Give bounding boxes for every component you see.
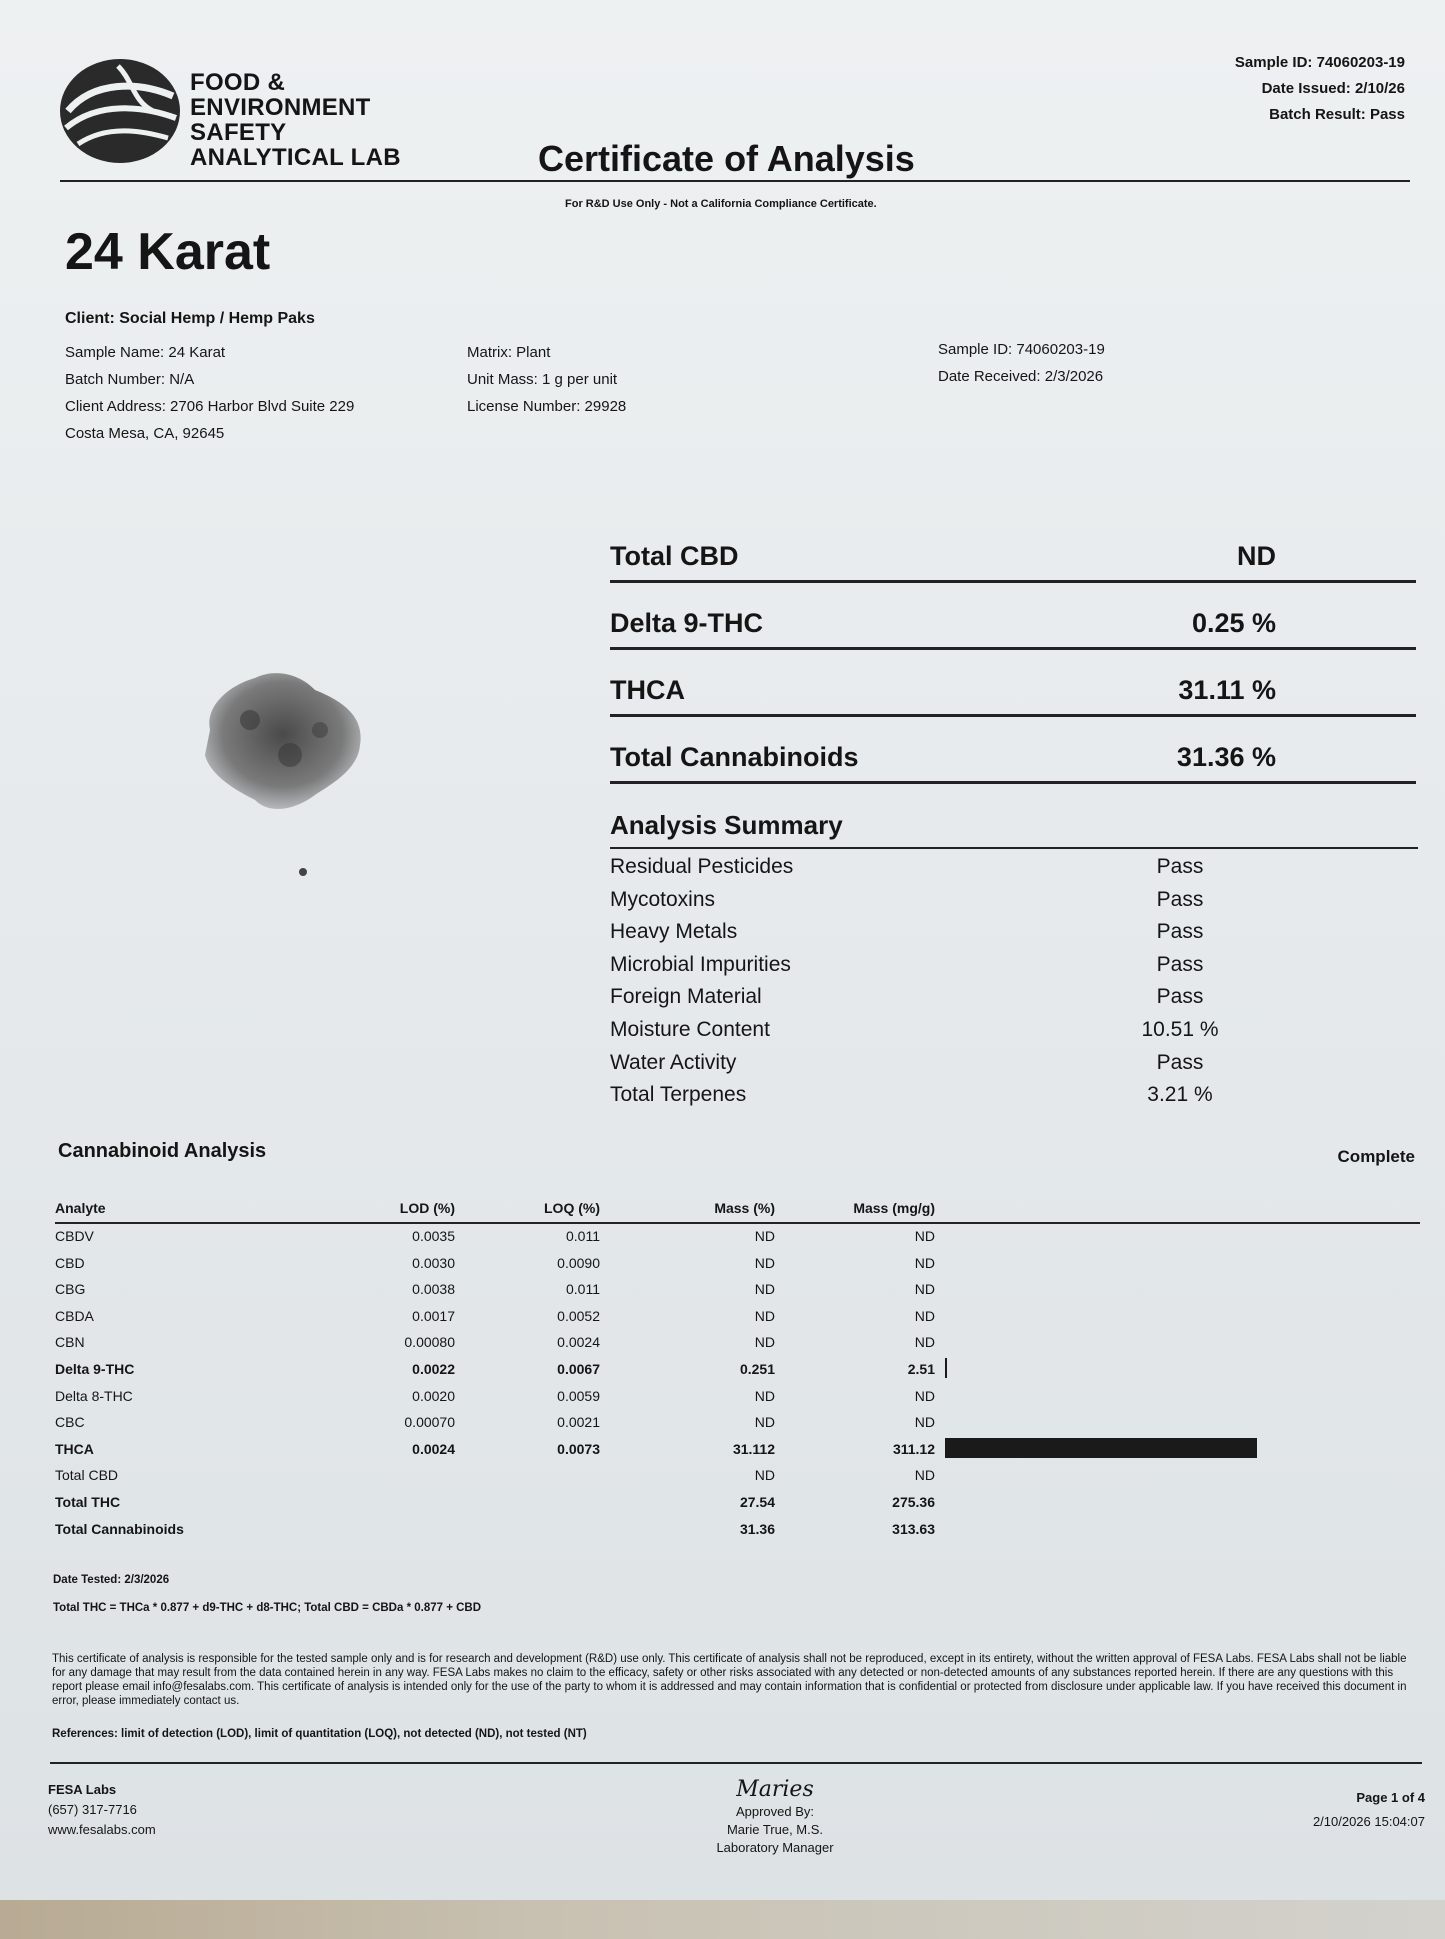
total-formula: Total THC = THCa * 0.877 + d9-THC + d8-THC; Total CBD = CBDa * 0.877 + CBD bbox=[53, 1602, 482, 1614]
summary-value: 10.51 % bbox=[1141, 1018, 1219, 1041]
client-address-city: Costa Mesa, CA, 92645 bbox=[65, 425, 225, 442]
summary-label: Mycotoxins bbox=[610, 887, 716, 911]
mass-pct-value: 31.36 bbox=[739, 1520, 775, 1537]
lod-value: 0.0022 bbox=[412, 1361, 455, 1377]
analyte-name: Delta 9-THC bbox=[55, 1361, 135, 1377]
mass-pct-value: ND bbox=[754, 1228, 775, 1244]
loq-value: 0.011 bbox=[566, 1228, 600, 1244]
mass-mg-value: ND bbox=[914, 1334, 935, 1351]
mass-pct-value: ND bbox=[754, 1387, 775, 1404]
analyte-name: Total CBD bbox=[55, 1467, 119, 1484]
summary-label: Moisture Content bbox=[610, 1018, 770, 1041]
license-number: License Number: 29928 bbox=[467, 398, 627, 415]
analyte-name: CBG bbox=[55, 1281, 86, 1298]
column-header: Analyte bbox=[55, 1200, 106, 1216]
mass-mg-value: ND bbox=[914, 1467, 935, 1484]
loq-value: 0.0052 bbox=[557, 1307, 600, 1324]
mass-bar bbox=[945, 1438, 1257, 1458]
table-row bbox=[55, 1467, 1425, 1489]
header-meta bbox=[1235, 50, 1405, 128]
mass-mg-value: ND bbox=[914, 1281, 935, 1298]
total-label: Total CBD bbox=[610, 541, 739, 571]
analyte-name: CBD bbox=[55, 1254, 85, 1271]
approval-block bbox=[640, 1777, 910, 1857]
footer-page-info bbox=[1313, 1786, 1425, 1834]
client-info-col2 bbox=[467, 339, 626, 420]
lod-value: 0.00080 bbox=[404, 1334, 455, 1351]
column-header: Mass (mg/g) bbox=[853, 1200, 935, 1216]
page-number: Page 1 of 4 bbox=[1356, 1790, 1425, 1805]
company-website: www.fesalabs.com bbox=[48, 1822, 156, 1837]
mass-mg-value: ND bbox=[914, 1228, 935, 1244]
lod-value: 0.0035 bbox=[412, 1228, 455, 1244]
lab-logo-icon bbox=[58, 56, 183, 166]
header-date-issued: Date Issued: 2/10/26 bbox=[1261, 80, 1405, 97]
product-name: 24 Karat bbox=[65, 223, 271, 281]
summary-row bbox=[610, 888, 1310, 916]
date-received: Date Received: 2/3/2026 bbox=[938, 368, 1104, 385]
approver-name: Marie True, M.S. bbox=[726, 1822, 824, 1837]
table-row bbox=[55, 1414, 1425, 1436]
summary-value: 3.21 % bbox=[1147, 1083, 1213, 1107]
analysis-status: Complete bbox=[1337, 1147, 1415, 1166]
sample-name: Sample Name: 24 Karat bbox=[65, 344, 226, 361]
mass-bar bbox=[945, 1358, 947, 1378]
lod-value: 0.0020 bbox=[412, 1387, 455, 1404]
approved-by-label: Approved By: bbox=[735, 1804, 815, 1819]
analyte-name: CBDV bbox=[55, 1228, 94, 1244]
client-info-col3 bbox=[938, 336, 1105, 390]
total-label: Total Cannabinoids bbox=[610, 742, 859, 772]
mass-mg-value: 311.12 bbox=[892, 1440, 935, 1457]
analyte-name: THCA bbox=[55, 1440, 94, 1457]
analyte-name: Delta 8-THC bbox=[55, 1387, 133, 1404]
table-row bbox=[55, 1521, 1425, 1543]
total-value: ND bbox=[1237, 541, 1276, 571]
lod-value: 0.0038 bbox=[412, 1281, 455, 1298]
column-header: LOQ (%) bbox=[544, 1200, 600, 1216]
summary-label: Microbial Impurities bbox=[610, 952, 791, 976]
header-divider bbox=[60, 180, 1410, 182]
summary-label: Water Activity bbox=[610, 1050, 737, 1074]
mass-pct-value: 0.251 bbox=[739, 1361, 775, 1377]
analyte-name: CBN bbox=[55, 1334, 85, 1351]
unit-mass: Unit Mass: 1 g per unit bbox=[467, 371, 618, 388]
total-divider bbox=[610, 580, 1416, 583]
loq-value: 0.0090 bbox=[557, 1254, 600, 1271]
summary-label: Total Terpenes bbox=[610, 1083, 747, 1107]
company-name: FESA Labs bbox=[48, 1782, 117, 1797]
summary-row bbox=[610, 985, 1310, 1013]
lab-name bbox=[190, 70, 401, 170]
references: References: limit of detection (LOD), limit of quantitation (LOQ), not detected (ND), not tested (NT) bbox=[52, 1728, 587, 1740]
client-name: Client: Social Hemp / Hemp Paks bbox=[65, 310, 315, 327]
disclaimer: This certificate of analysis is responsible for the tested sample only and is for research and development (R&D) use only. This certificate of analysis shall not be reproduced, except in its entirety, without the written approval of FESA Labs. FESA Labs shall not be liable for any damage that may result from the data contained herein in any way. FESA Labs makes no claim to the efficacy, safety or other risks associated with any detected or non-detected amounts of any substances reported herein. If there are any questions with this report please email info@fesalabs.com. This certificate of analysis is intended only for the use of the party to whom it is addressed and may contain information that is confidential or protected from disclosure under applicable law. If you have received this document in error, please immediately contact us. bbox=[52, 1653, 1407, 1707]
summary-row bbox=[610, 1018, 1310, 1046]
table-row bbox=[55, 1388, 1425, 1410]
footer-company bbox=[48, 1780, 156, 1840]
lod-value: 0.0024 bbox=[412, 1440, 455, 1457]
lod-value: 0.0017 bbox=[412, 1307, 455, 1324]
signature: Maries bbox=[736, 1777, 814, 1802]
table-header-divider bbox=[55, 1222, 1420, 1224]
column-header: LOD (%) bbox=[399, 1200, 455, 1216]
desk-surface bbox=[0, 1900, 1445, 1939]
summary-value: Pass bbox=[1156, 855, 1204, 878]
mass-mg-value: 275.36 bbox=[892, 1494, 935, 1510]
total-row bbox=[610, 741, 1416, 781]
loq-value: 0.0067 bbox=[557, 1361, 600, 1377]
table-header-row bbox=[55, 1200, 1425, 1222]
total-label: THCA bbox=[610, 675, 685, 705]
table-row bbox=[55, 1281, 1425, 1303]
total-row bbox=[610, 674, 1416, 714]
analysis-summary-title: Analysis Summary bbox=[610, 810, 843, 840]
lab-name-line: ENVIRONMENT bbox=[190, 94, 371, 121]
summary-value: Pass bbox=[1156, 952, 1204, 976]
summary-value: Pass bbox=[1156, 1050, 1204, 1074]
mass-mg-value: ND bbox=[914, 1254, 935, 1271]
table-row bbox=[55, 1228, 1425, 1250]
sample-photo bbox=[190, 660, 375, 880]
table-row bbox=[55, 1334, 1425, 1356]
sample-id: Sample ID: 74060203-19 bbox=[938, 341, 1105, 358]
company-phone: (657) 317-7716 bbox=[48, 1802, 137, 1817]
summary-row bbox=[610, 1083, 1310, 1111]
total-value: 31.36 % bbox=[1176, 742, 1276, 772]
table-row bbox=[55, 1361, 1425, 1383]
summary-row bbox=[610, 855, 1310, 883]
total-divider bbox=[610, 781, 1416, 784]
summary-label: Heavy Metals bbox=[610, 920, 738, 944]
batch-number: Batch Number: N/A bbox=[65, 371, 195, 388]
date-tested: Date Tested: 2/3/2026 bbox=[53, 1574, 170, 1586]
header-sample-id: Sample ID: 74060203-19 bbox=[1234, 54, 1405, 71]
total-label: Delta 9-THC bbox=[610, 608, 764, 638]
total-value: 0.25 % bbox=[1191, 608, 1276, 638]
total-row bbox=[610, 540, 1416, 580]
mass-mg-value: ND bbox=[914, 1307, 935, 1324]
summary-value: Pass bbox=[1156, 920, 1204, 944]
lab-name-line: FOOD & bbox=[190, 69, 286, 96]
matrix: Matrix: Plant bbox=[467, 344, 551, 361]
client-info-col1 bbox=[65, 339, 354, 447]
lab-name-line: SAFETY bbox=[190, 119, 287, 146]
summary-row bbox=[610, 1051, 1310, 1079]
table-row bbox=[55, 1308, 1425, 1330]
analyte-name: CBDA bbox=[55, 1307, 94, 1324]
lab-name-line: ANALYTICAL LAB bbox=[190, 144, 401, 171]
loq-value: 0.011 bbox=[566, 1281, 600, 1298]
mass-mg-value: 313.63 bbox=[892, 1520, 935, 1537]
lod-value: 0.0030 bbox=[412, 1254, 455, 1271]
summary-row bbox=[610, 953, 1310, 981]
page-title: Certificate of Analysis bbox=[538, 138, 915, 179]
mass-pct-value: ND bbox=[754, 1334, 775, 1351]
mass-pct-value: ND bbox=[754, 1254, 775, 1271]
total-divider bbox=[610, 714, 1416, 717]
summary-value: Pass bbox=[1156, 985, 1204, 1009]
loq-value: 0.0073 bbox=[557, 1440, 600, 1457]
lod-value: 0.00070 bbox=[404, 1414, 455, 1431]
mass-mg-value: 2.51 bbox=[907, 1361, 935, 1377]
mass-pct-value: ND bbox=[754, 1414, 775, 1431]
column-header: Mass (%) bbox=[714, 1200, 775, 1216]
analyte-name: Total Cannabinoids bbox=[55, 1520, 184, 1537]
mass-mg-value: ND bbox=[914, 1387, 935, 1404]
total-value: 31.11 % bbox=[1178, 675, 1276, 705]
summary-row bbox=[610, 920, 1310, 948]
mass-pct-value: 31.112 bbox=[732, 1440, 775, 1457]
mass-mg-value: ND bbox=[914, 1414, 935, 1431]
print-timestamp: 2/10/2026 15:04:07 bbox=[1312, 1814, 1425, 1829]
summary-label: Foreign Material bbox=[610, 985, 762, 1009]
table-row bbox=[55, 1255, 1425, 1277]
analyte-name: CBC bbox=[55, 1414, 85, 1431]
header-batch-result: Batch Result: Pass bbox=[1269, 106, 1405, 123]
summary-divider bbox=[610, 847, 1418, 849]
client-address: Client Address: 2706 Harbor Blvd Suite 229 bbox=[65, 398, 355, 415]
page-subtitle: For R&D Use Only - Not a California Compliance Certificate. bbox=[565, 198, 877, 210]
loq-value: 0.0059 bbox=[557, 1387, 600, 1404]
table-row bbox=[55, 1494, 1425, 1516]
loq-value: 0.0024 bbox=[557, 1334, 600, 1351]
summary-value: Pass bbox=[1156, 887, 1204, 911]
mass-pct-value: 27.54 bbox=[739, 1494, 775, 1510]
cannabinoid-analysis-title: Cannabinoid Analysis bbox=[58, 1140, 267, 1162]
loq-value: 0.0021 bbox=[557, 1414, 600, 1431]
footer-divider bbox=[50, 1762, 1422, 1764]
analyte-name: Total THC bbox=[55, 1494, 121, 1510]
total-row bbox=[610, 607, 1416, 647]
summary-label: Residual Pesticides bbox=[610, 855, 794, 878]
approver-title: Laboratory Manager bbox=[716, 1840, 834, 1855]
total-divider bbox=[610, 647, 1416, 650]
mass-pct-value: ND bbox=[754, 1467, 775, 1484]
mass-pct-value: ND bbox=[754, 1281, 775, 1298]
mass-pct-value: ND bbox=[754, 1307, 775, 1324]
